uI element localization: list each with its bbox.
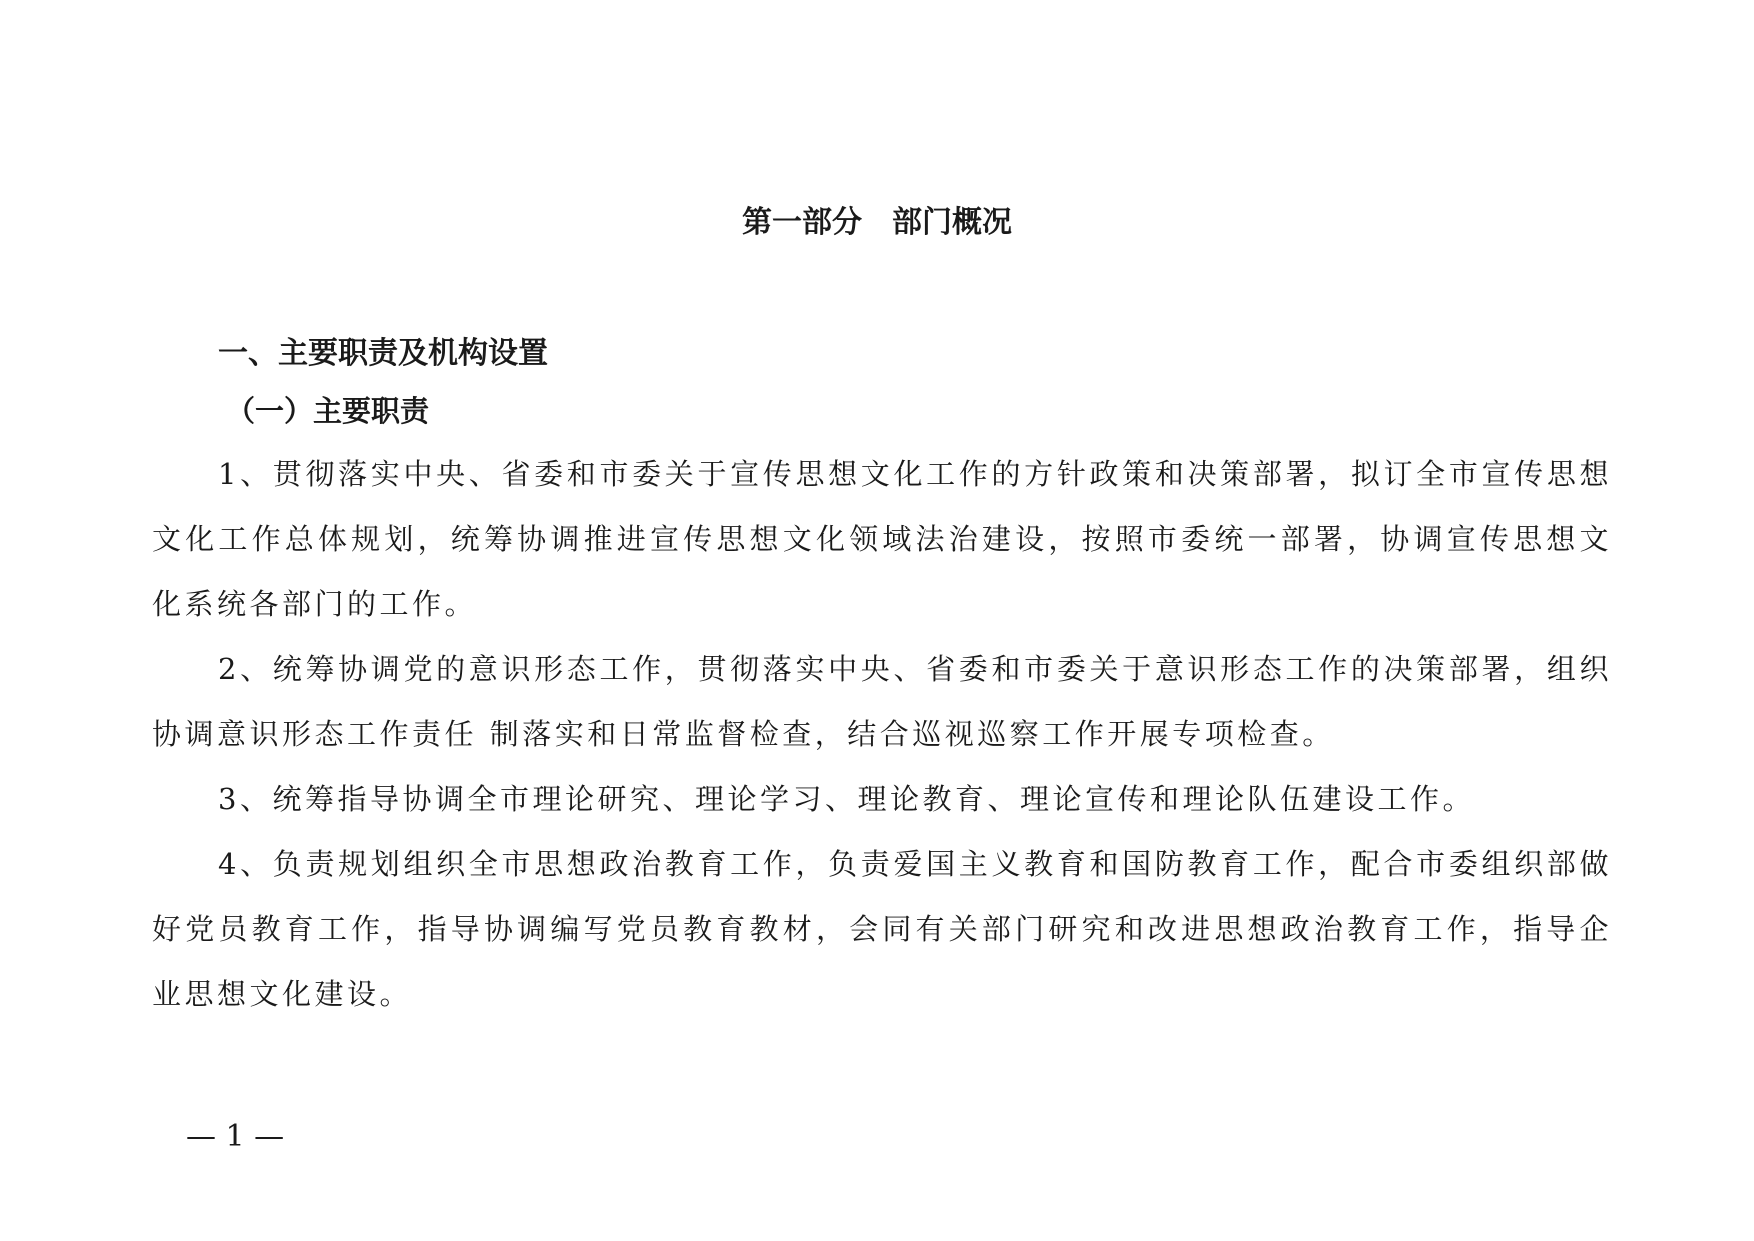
section-heading: 一、主要职责及机构设置 (218, 336, 548, 371)
page-number: — 1 — (186, 1119, 285, 1154)
paragraph-3: 3、统筹指导协调全市理论研究、理论学习、理论教育、理论宣传和理论队伍建设工作。 (218, 782, 1475, 816)
paragraph-1: 1、贯彻落实中央、省委和市委关于宣传思想文化工作的方针政策和决策部署，拟订全市宣传思想文化工作总体规划，统筹协调推进宣传思想文化领域法治建设，按照市委统一部署，协调宣传思想文化系统各部门的工作。 (152, 457, 1612, 621)
subsection-heading: （一）主要职责 (226, 394, 430, 428)
page-title: 第一部分 部门概况 (742, 205, 1012, 240)
paragraph-2: 2、统筹协调党的意识形态工作，贯彻落实中央、省委和市委关于意识形态工作的决策部署，组织协调意识形态工作责任 制落实和日常监督检查，结合巡视巡察工作开展专项检查。 (152, 652, 1612, 751)
paragraph-4: 4、负责规划组织全市思想政治教育工作，负责爱国主义教育和国防教育工作，配合市委组织部做好党员教育工作，指导协调编写党员教育教材，会同有关部门研究和改进思想政治教育工作，指导企业思想文化建设。 (152, 847, 1612, 1011)
